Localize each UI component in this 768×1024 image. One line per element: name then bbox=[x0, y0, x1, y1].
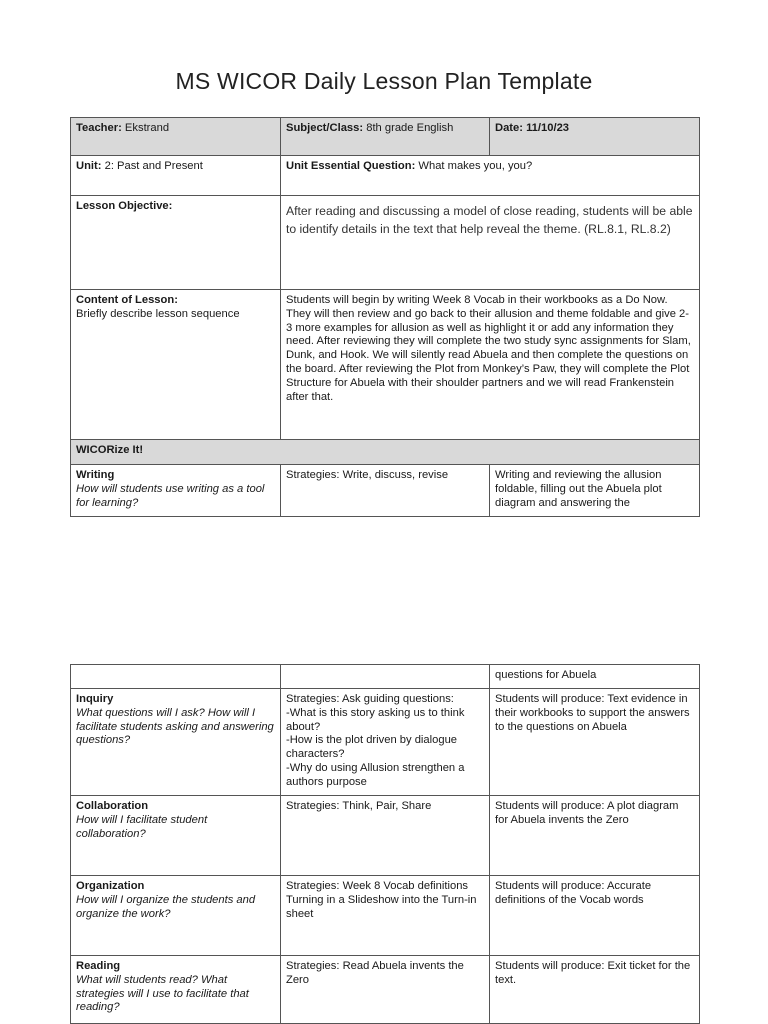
content-sublabel: Briefly describe lesson sequence bbox=[76, 307, 240, 320]
content-row bbox=[71, 290, 700, 440]
collaboration-question: How will I facilitate student collaboration? bbox=[76, 813, 208, 840]
collaboration-label: Collaboration bbox=[76, 800, 149, 812]
lesson-plan-table-page-2 bbox=[70, 664, 700, 1024]
organization-strategy-line: Turning in a Slideshow into the Turn-in sheet bbox=[286, 893, 477, 920]
subject-value: 8th grade English bbox=[366, 122, 454, 134]
collaboration-produce-cell bbox=[490, 796, 700, 876]
inquiry-produce: Students will produce: Text evidence in their workbooks to support the answers to the questions on Abuela bbox=[495, 693, 690, 733]
reading-produce-cell bbox=[490, 956, 700, 1024]
writing-continued-empty-2 bbox=[281, 665, 490, 689]
inquiry-label-cell bbox=[71, 689, 281, 796]
inquiry-produce-cell bbox=[490, 689, 700, 796]
writing-row bbox=[71, 465, 700, 517]
writing-continued-row bbox=[71, 665, 700, 689]
essential-question-cell bbox=[281, 156, 700, 196]
inquiry-strategies-cell bbox=[281, 689, 490, 796]
objective-label-cell bbox=[71, 196, 281, 290]
writing-label-cell bbox=[71, 465, 281, 517]
unit-value: 2: Past and Present bbox=[104, 160, 203, 172]
essential-question-label: Unit Essential Question: bbox=[286, 160, 416, 172]
teacher-cell bbox=[71, 118, 281, 156]
unit-row bbox=[71, 156, 700, 196]
wicorize-label: WICORize It! bbox=[76, 444, 144, 456]
inquiry-strategy-line: -What is this story asking us to think about? bbox=[286, 706, 465, 733]
date-cell bbox=[490, 118, 700, 156]
writing-strategies-cell bbox=[281, 465, 490, 517]
page-title: MS WICOR Daily Lesson Plan Template bbox=[175, 68, 593, 94]
collaboration-produce: Students will produce: A plot diagram for Abuela invents the Zero bbox=[495, 800, 679, 826]
teacher-label: Teacher: bbox=[76, 122, 122, 134]
inquiry-strategy-line: Strategies: Ask guiding questions: bbox=[286, 693, 454, 705]
organization-strategy-line: Strategies: Week 8 Vocab definitions bbox=[286, 880, 469, 892]
objective-text: After reading and discussing a model of close reading, students will be able to identify details in the text that help reveal the theme. (RL.8.1, RL.8.2) bbox=[286, 204, 693, 236]
lesson-plan-table-page-1 bbox=[70, 117, 700, 517]
writing-label: Writing bbox=[76, 469, 115, 481]
reading-question: What will students read? What strategies will I use to facilitate that reading? bbox=[76, 973, 249, 1014]
organization-produce-cell bbox=[490, 876, 700, 956]
organization-question: How will I organize the students and organize the work? bbox=[76, 893, 256, 920]
unit-label: Unit: bbox=[76, 160, 102, 172]
writing-produce-continued: questions for Abuela bbox=[495, 669, 597, 681]
header-row bbox=[71, 118, 700, 156]
writing-continued-empty-1 bbox=[71, 665, 281, 689]
collaboration-strategies: Strategies: Think, Pair, Share bbox=[286, 800, 432, 812]
reading-produce: Students will produce: Exit ticket for the text. bbox=[495, 960, 691, 986]
organization-label: Organization bbox=[76, 880, 145, 892]
organization-row bbox=[71, 876, 700, 956]
essential-question-value: What makes you, you? bbox=[418, 160, 533, 172]
subject-cell bbox=[281, 118, 490, 156]
inquiry-strategy-line: -Why do using Allusion strengthen a authors purpose bbox=[286, 761, 465, 788]
objective-label: Lesson Objective: bbox=[76, 200, 173, 212]
inquiry-label: Inquiry bbox=[76, 693, 114, 705]
writing-produce-cell bbox=[490, 465, 700, 517]
date-label: Date: 11/10/23 bbox=[495, 122, 570, 134]
subject-label: Subject/Class: bbox=[286, 122, 364, 134]
content-label-cell bbox=[71, 290, 281, 440]
reading-label-cell bbox=[71, 956, 281, 1024]
content-label: Content of Lesson: bbox=[76, 294, 178, 306]
inquiry-question: What questions will I ask? How will I facilitate students asking and answering questions? bbox=[76, 706, 274, 747]
organization-strategies-cell bbox=[281, 876, 490, 956]
collaboration-label-cell bbox=[71, 796, 281, 876]
collaboration-row bbox=[71, 796, 700, 876]
collaboration-strategies-cell bbox=[281, 796, 490, 876]
writing-strategies: Strategies: Write, discuss, revise bbox=[286, 469, 449, 481]
objective-row bbox=[71, 196, 700, 290]
inquiry-strategy-line: -How is the plot driven by dialogue characters? bbox=[286, 734, 458, 761]
content-text-cell bbox=[281, 290, 700, 440]
organization-label-cell bbox=[71, 876, 281, 956]
inquiry-row bbox=[71, 689, 700, 796]
reading-strategies-cell bbox=[281, 956, 490, 1024]
teacher-value: Ekstrand bbox=[124, 122, 170, 134]
reading-label: Reading bbox=[76, 960, 121, 972]
reading-strategies: Strategies: Read Abuela invents the Zero bbox=[286, 960, 464, 986]
objective-text-cell bbox=[281, 196, 700, 290]
content-text: Students will begin by writing Week 8 Vocab in their workbooks as a Do Now. They will then review and go back to their allusion and theme foldable and give 2-3 more examples for allusion as well as highlight it or add any information they need. After reviewing they will complete the two study sync assignments for Slam, Dunk, and Hook. We will silently read Abuela and then complete the questions on the board. After reviewing the Plot from Monkey’s Paw, they will complete the Plot Structure for Abuela with their shoulder partners and we will read Frankenstein after that. bbox=[286, 294, 691, 403]
reading-row bbox=[71, 956, 700, 1024]
unit-cell bbox=[71, 156, 281, 196]
organization-produce: Students will produce: Accurate definitions of the Vocab words bbox=[495, 880, 652, 906]
wicorize-row bbox=[71, 440, 700, 465]
writing-question: How will students use writing as a tool for learning? bbox=[76, 482, 265, 509]
writing-produce: Writing and reviewing the allusion foldable, filling out the Abuela plot diagram and answering the bbox=[495, 469, 662, 509]
wicorize-cell bbox=[71, 440, 700, 465]
writing-produce-continued-cell bbox=[490, 665, 700, 689]
